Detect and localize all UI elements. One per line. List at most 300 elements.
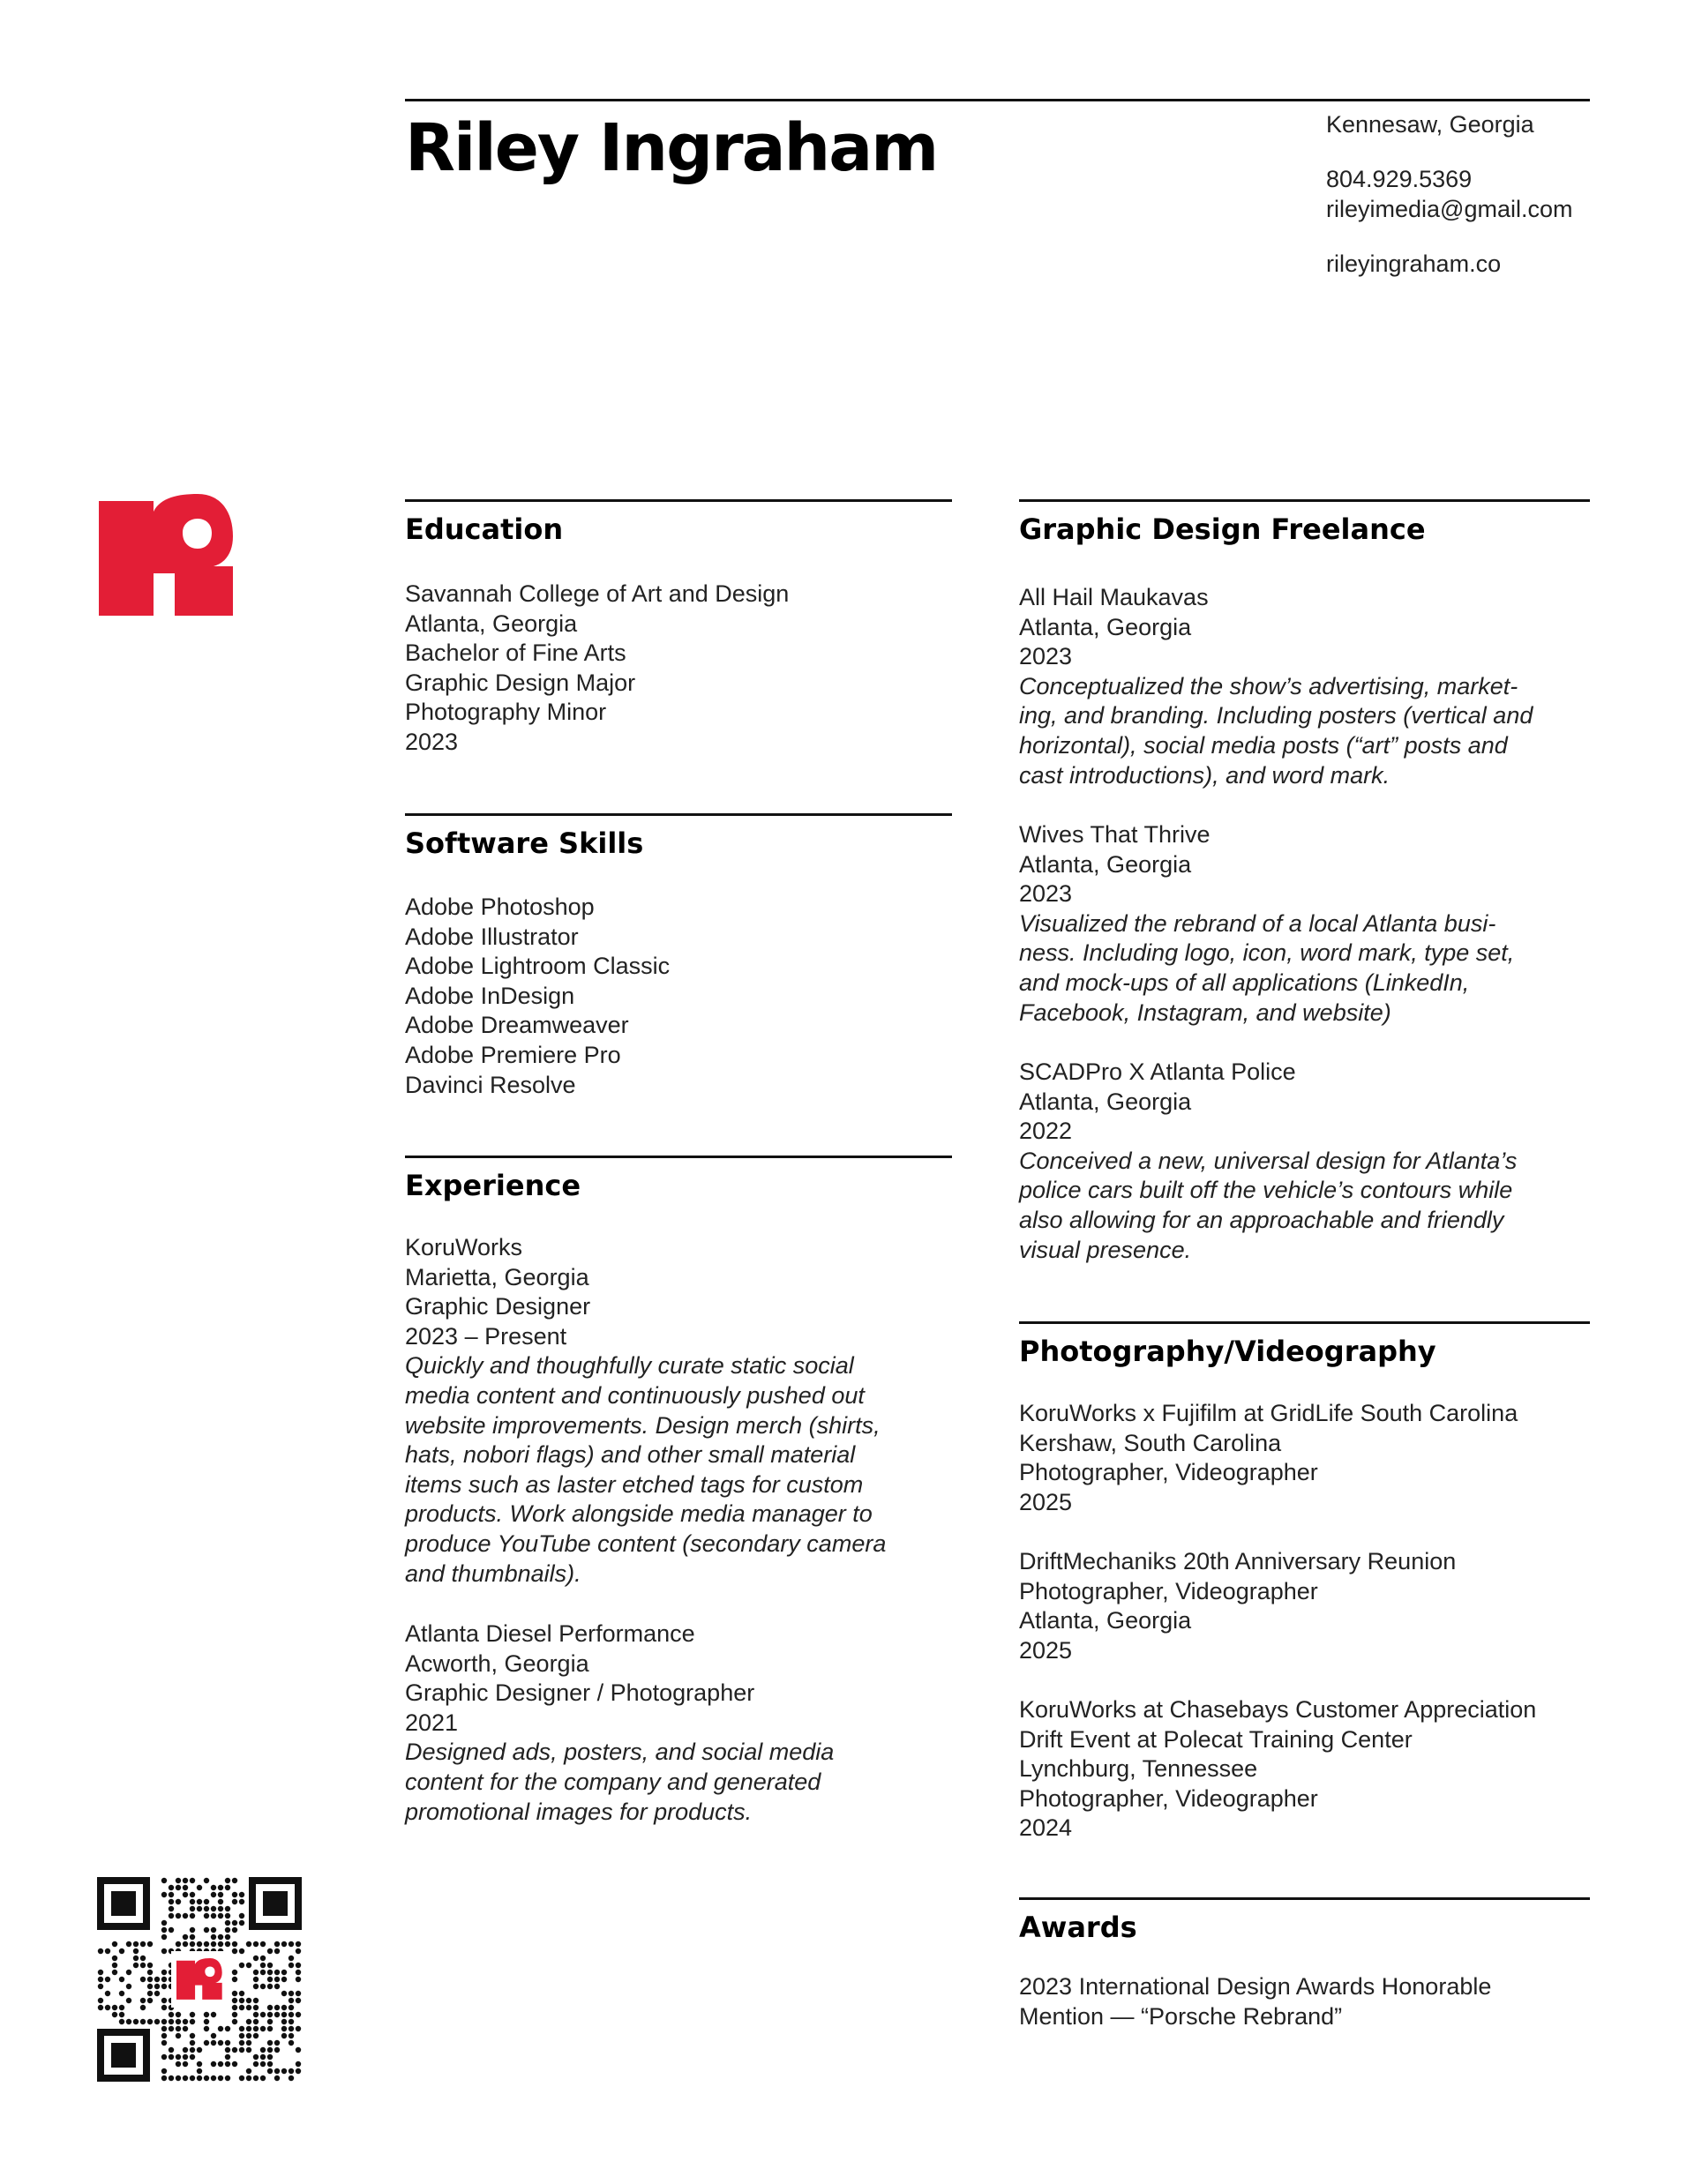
qr-module [161,2076,167,2081]
qr-module [211,1892,216,1897]
qr-module [147,2019,153,2024]
entry-description: horizontal), social media posts (“art” posts and [1019,731,1508,759]
qr-module [211,1934,216,1940]
qr-module [154,1991,160,1996]
qr-module [190,1878,195,1883]
qr-module [232,2005,237,2010]
qr-module [176,1878,181,1883]
software-item: Adobe Photoshop [405,894,595,920]
qr-module [161,1970,167,1975]
qr-module [246,1963,251,1968]
qr-module [204,1927,209,1933]
qr-module [105,2005,110,2010]
qr-module [161,2019,167,2024]
qr-module [204,1941,209,1947]
entry-description: Facebook, Instagram, and website) [1019,999,1391,1026]
qr-module [274,1977,280,1982]
qr-module [253,2012,259,2017]
qr-module [232,2047,237,2053]
software-block [405,893,670,1100]
education-line: Graphic Design Major [405,669,636,696]
qr-module [296,1977,301,1982]
qr-module [289,2019,294,2024]
entry-line: Kershaw, South Carolina [1019,1429,1282,1456]
qr-module [232,1977,237,1982]
qr-module [218,1913,223,1918]
qr-finder-top-left [97,1877,150,1930]
entry-line: Photographer, Videographer [1019,1459,1318,1486]
qr-module [253,1984,259,1989]
qr-module [296,1963,301,1968]
qr-module [253,1956,259,1961]
education-title: Education [405,512,564,546]
qr-module [296,1948,301,1954]
qr-module [289,2012,294,2017]
software-rule [405,813,952,816]
qr-module [281,2019,287,2024]
entry-line: Photographer, Videographer [1019,1784,1318,1812]
qr-module [190,2033,195,2038]
qr-module [281,1970,287,1975]
qr-module [218,2040,223,2046]
entry-description: Quickly and thoughfully curate static social [405,1352,854,1380]
qr-module [190,1906,195,1911]
entry-line: Marietta, Georgia [405,1263,589,1290]
qr-module [232,1878,237,1883]
qr-module [169,2047,174,2053]
entry-description: visual presence. [1019,1236,1192,1263]
qr-module [161,1998,167,2003]
education-block [405,580,789,758]
qr-module [239,1920,244,1926]
qr-module [161,1892,167,1897]
software-item: Adobe Dreamweaver [405,1012,629,1039]
entry-line: Atlanta Diesel Performance [405,1620,695,1647]
experience-entry [405,1233,886,1589]
entry-description: cast introductions), and word mark. [1019,761,1390,789]
qr-module [267,2054,273,2060]
qr-module [98,1948,103,1954]
qr-module [246,2033,251,2038]
experience-rule [405,1156,952,1158]
phone: 804.929.5369 [1326,166,1473,192]
qr-module [253,2019,259,2024]
qr-module [154,2019,160,2024]
qr-module [211,1906,216,1911]
education-rule [405,499,952,502]
qr-module [281,2068,287,2074]
qr-module [183,1913,188,1918]
qr-module [225,2047,230,2053]
entry-description: media content and continuously pushed out [405,1381,865,1409]
entry-line: All Hail Maukavas [1019,584,1209,610]
entry-description: also allowing for an approachable and friendly [1019,1206,1504,1233]
qr-module [246,1941,251,1947]
qr-module [197,1899,202,1904]
qr-module [169,2054,174,2060]
entry-description: items such as laster etched tags for custom [405,1470,864,1498]
qr-module [183,2019,188,2024]
qr-module [190,1899,195,1904]
qr-module [161,2040,167,2046]
entry-line: KoruWorks x Fujifilm at GridLife South Carolina [1019,1400,1518,1426]
qr-module [267,2012,273,2017]
qr-module [289,2040,294,2046]
entry-line: Graphic Designer / Photographer [405,1679,755,1707]
entry-line: Drift Event at Polecat Training Center [1019,1725,1413,1753]
qr-module [119,2005,124,2010]
qr-module [289,2005,294,2010]
qr-module [267,2005,273,2010]
qr-module [289,2033,294,2038]
entry-line: 2025 [1019,1488,1073,1515]
entry-line: Lynchburg, Tennessee [1019,1755,1258,1783]
entry-description: and thumbnails). [405,1559,581,1587]
software-item: Davinci Resolve [405,1071,576,1098]
awards-title: Awards [1019,1911,1137,1944]
photo-entry [1019,1399,1518,1517]
entry-line: KoruWorks [405,1234,523,1260]
award-line: Mention — “Porsche Rebrand” [1019,2002,1343,2030]
qr-module [260,1941,266,1947]
qr-module [267,2019,273,2024]
qr-module [225,1920,230,1926]
qr-module [169,2019,174,2024]
qr-module [147,1991,153,1996]
qr-module [140,1977,146,1982]
software-item: Adobe Lightroom Classic [405,953,671,980]
entry-description: ing, and branding. Including posters (vertical and [1019,702,1533,729]
qr-module [154,1977,160,1982]
qr-module [126,2019,131,2024]
qr-module [239,2076,244,2081]
qr-module [112,1963,117,1968]
qr-module [98,1977,103,1982]
education-line: Photography Minor [405,699,607,726]
qr-module [133,2019,139,2024]
qr-module [260,1963,266,1968]
qr-module [267,2026,273,2031]
qr-module [260,1984,266,1989]
email: rileyimedia@gmail.com [1326,196,1573,222]
qr-module [296,2026,301,2031]
experience-entry [405,1619,834,1827]
qr-module [239,2047,244,2053]
qr-module [289,1998,294,2003]
entry-description: promotional images for products. [405,1798,753,1825]
qr-module [289,2068,294,2074]
entry-description: products. Work alongside media manager to [405,1500,873,1528]
qr-module [225,1885,230,1890]
qr-module [176,2054,181,2060]
qr-module [239,1899,244,1904]
qr-module [169,2026,174,2031]
qr-module [246,2005,251,2010]
qr-module [161,2026,167,2031]
qr-module [190,1927,195,1933]
qr-module [267,1984,273,1989]
qr-module [274,2076,280,2081]
qr-module [197,2047,202,2053]
qr-module [281,1941,287,1947]
qr-module [232,1948,237,1954]
qr-module [176,2033,181,2038]
qr-module [246,1998,251,2003]
qr-module [190,1941,195,1947]
qr-module [232,1927,237,1933]
qr-module [246,2076,251,2081]
qr-module [161,2068,167,2074]
qr-module [119,1991,124,1996]
qr-module [126,1941,131,1947]
education-line: Savannah College of Art and Design [405,580,790,607]
qr-module [119,1948,124,1954]
qr-module [225,1906,230,1911]
website: rileyingraham.co [1326,251,1502,277]
qr-module [190,2047,195,2053]
qr-module [239,1948,244,1954]
qr-module [218,2076,223,2081]
qr-module [296,2068,301,2074]
entry-description: police cars built off the vehicle’s contours while [1019,1177,1513,1204]
qr-module [133,1948,139,1954]
qr-module [197,1941,202,1947]
entry-line: 2021 [405,1709,459,1736]
qr-module [225,1878,230,1883]
qr-module [204,1906,209,1911]
qr-module [147,1963,153,1968]
qr-module [161,2005,167,2010]
photo-entry [1019,1547,1456,1665]
qr-module [211,1885,216,1890]
qr-module [190,2012,195,2017]
qr-module [169,1899,174,1904]
qr-module [218,2026,223,2031]
entry-description: Conceived a new, universal design for Atlanta’s [1019,1147,1518,1174]
qr-module [253,2026,259,2031]
qr-module [267,1963,273,1968]
qr-module [289,2076,294,2081]
photo-entry [1019,1695,1536,1844]
qr-module [211,1927,216,1933]
qr-module [253,1941,259,1947]
qr-module [267,1977,273,1982]
qr-module [253,2054,259,2060]
entry-line: Wives That Thrive [1019,821,1211,848]
qr-module [246,2047,251,2053]
qr-module [169,1885,174,1890]
qr-module [274,1941,280,1947]
entry-description: website improvements. Design merch (shirts, [405,1411,881,1439]
qr-module [211,2040,216,2046]
qr-module [183,2054,188,2060]
qr-module [225,2026,230,2031]
qr-module [176,1899,181,1904]
entry-description: Designed ads, posters, and social media [405,1739,835,1766]
qr-module [169,2076,174,2081]
qr-module [197,2076,202,2081]
photo-title: Photography/Videography [1019,1335,1436,1368]
qr-module [218,1941,223,1947]
entry-line: DriftMechaniks 20th Anniversary Reunion [1019,1548,1457,1574]
entry-line: Graphic Designer [405,1293,591,1320]
entry-line: 2023 [1019,643,1073,670]
qr-module [260,2061,266,2067]
qr-module [274,1970,280,1975]
photo-rule [1019,1321,1590,1324]
qr-module [239,1963,244,1968]
software-item: Adobe Premiere Pro [405,1041,621,1068]
qr-module [119,1977,124,1982]
entry-line: KoruWorks at Chasebays Customer Appreciation [1019,1696,1537,1723]
qr-module [105,1977,110,1982]
qr-module [274,1948,280,1954]
location: Kennesaw, Georgia [1326,111,1534,138]
entry-line: Atlanta, Georgia [1019,850,1192,878]
qr-module [147,1998,153,2003]
entry-line: 2023 – Present [405,1322,567,1350]
qr-module [161,2033,167,2038]
entry-description: hats, nobori flags) and other small material [405,1441,856,1469]
entry-line: Photographer, Videographer [1019,1577,1318,1604]
qr-module [140,2005,146,2010]
freelance-title: Graphic Design Freelance [1019,512,1426,546]
qr-module [260,2047,266,2053]
qr-module [112,2012,117,2017]
experience-title: Experience [405,1169,581,1202]
entry-line: 2022 [1019,1118,1073,1145]
education-line: 2023 [405,728,459,755]
entry-description: produce YouTube content (secondary camera [405,1530,887,1557]
qr-module [204,2019,209,2024]
qr-module [211,2012,216,2017]
qr-module [161,1948,167,1954]
entry-description: content for the company and generated [405,1768,821,1795]
qr-module [105,1948,110,1954]
qr-module [183,2026,188,2031]
entry-description: Conceptualized the show’s advertising, market- [1019,672,1518,699]
freelance-entry [1019,583,1533,790]
qr-module [289,1956,294,1961]
qr-module [246,2040,251,2046]
qr-module [281,2033,287,2038]
qr-module [183,1878,188,1883]
qr-module [169,1927,174,1933]
qr-module [154,1984,160,1989]
ri-monogram-logo [99,494,233,616]
qr-module [239,1892,244,1897]
qr-module [218,1885,223,1890]
qr-module [211,2061,216,2067]
qr-module [289,1941,294,1947]
qr-module [246,2026,251,2031]
qr-module [183,1941,188,1947]
qr-module [204,2026,209,2031]
qr-module [274,1984,280,1989]
freelance-rule [1019,499,1590,502]
qr-module [161,1927,167,1933]
qr-module [183,2076,188,2081]
entry-line: SCADPro X Atlanta Police [1019,1058,1296,1085]
qr-module [232,1899,237,1904]
qr-module [133,1963,139,1968]
qr-module [140,1998,146,2003]
qr-module [296,1970,301,1975]
qr-module [274,2047,280,2053]
qr-module [232,1991,237,1996]
qr-module [225,1941,230,1947]
qr-module [204,1913,209,1918]
qr-module [112,1970,117,1975]
award-line: 2023 International Design Awards Honorable [1019,1973,1492,2000]
qr-module [176,2012,181,2017]
qr-module [296,1941,301,1947]
qr-module [112,2005,117,2010]
qr-module [267,2047,273,2053]
qr-module [112,1956,117,1961]
qr-module [169,1913,174,1918]
qr-module [190,1934,195,1940]
awards-rule [1019,1897,1590,1900]
qr-module [253,1977,259,1982]
qr-module [281,1991,287,1996]
qr-module [119,2019,124,2024]
contact-block [1326,109,1679,279]
qr-module [126,1970,131,1975]
qr-module [183,2047,188,2053]
qr-module [239,1991,244,1996]
qr-module [119,2012,124,2017]
qr-module [246,2068,251,2074]
qr-module [190,2076,195,2081]
qr-module [232,2019,237,2024]
qr-module [289,1991,294,1996]
qr-module [169,2012,174,2017]
qr-module [267,1948,273,1954]
qr-module [197,2068,202,2074]
qr-module [225,2054,230,2060]
qr-module [274,2012,280,2017]
qr-module [169,1892,174,1897]
qr-module [274,2068,280,2074]
qr-module [161,1878,167,1883]
entry-description: Visualized the rebrand of a local Atlanta busi- [1019,909,1496,937]
entry-line: 2023 [1019,880,1073,908]
qr-module [253,1970,259,1975]
qr-module [190,1892,195,1897]
qr-module [232,1941,237,1947]
entry-line: 2024 [1019,1814,1073,1842]
qr-module [176,2061,181,2067]
qr-module [211,2076,216,2081]
entry-line: Atlanta, Georgia [1019,613,1192,640]
qr-module [98,1970,103,1975]
qr-module [140,2019,146,2024]
qr-module [260,2076,266,2081]
qr-module [218,1892,223,1897]
qr-module [260,1956,266,1961]
qr-module [204,2040,209,2046]
qr-module [176,1941,181,1947]
qr-module [232,1920,237,1926]
qr-module [253,2061,259,2067]
qr-module [126,1984,131,1989]
qr-module [204,2012,209,2017]
qr-module [232,1998,237,2003]
qr-module [169,1906,174,1911]
qr-module [126,1998,131,2003]
qr-code-icon[interactable] [97,1877,302,2082]
